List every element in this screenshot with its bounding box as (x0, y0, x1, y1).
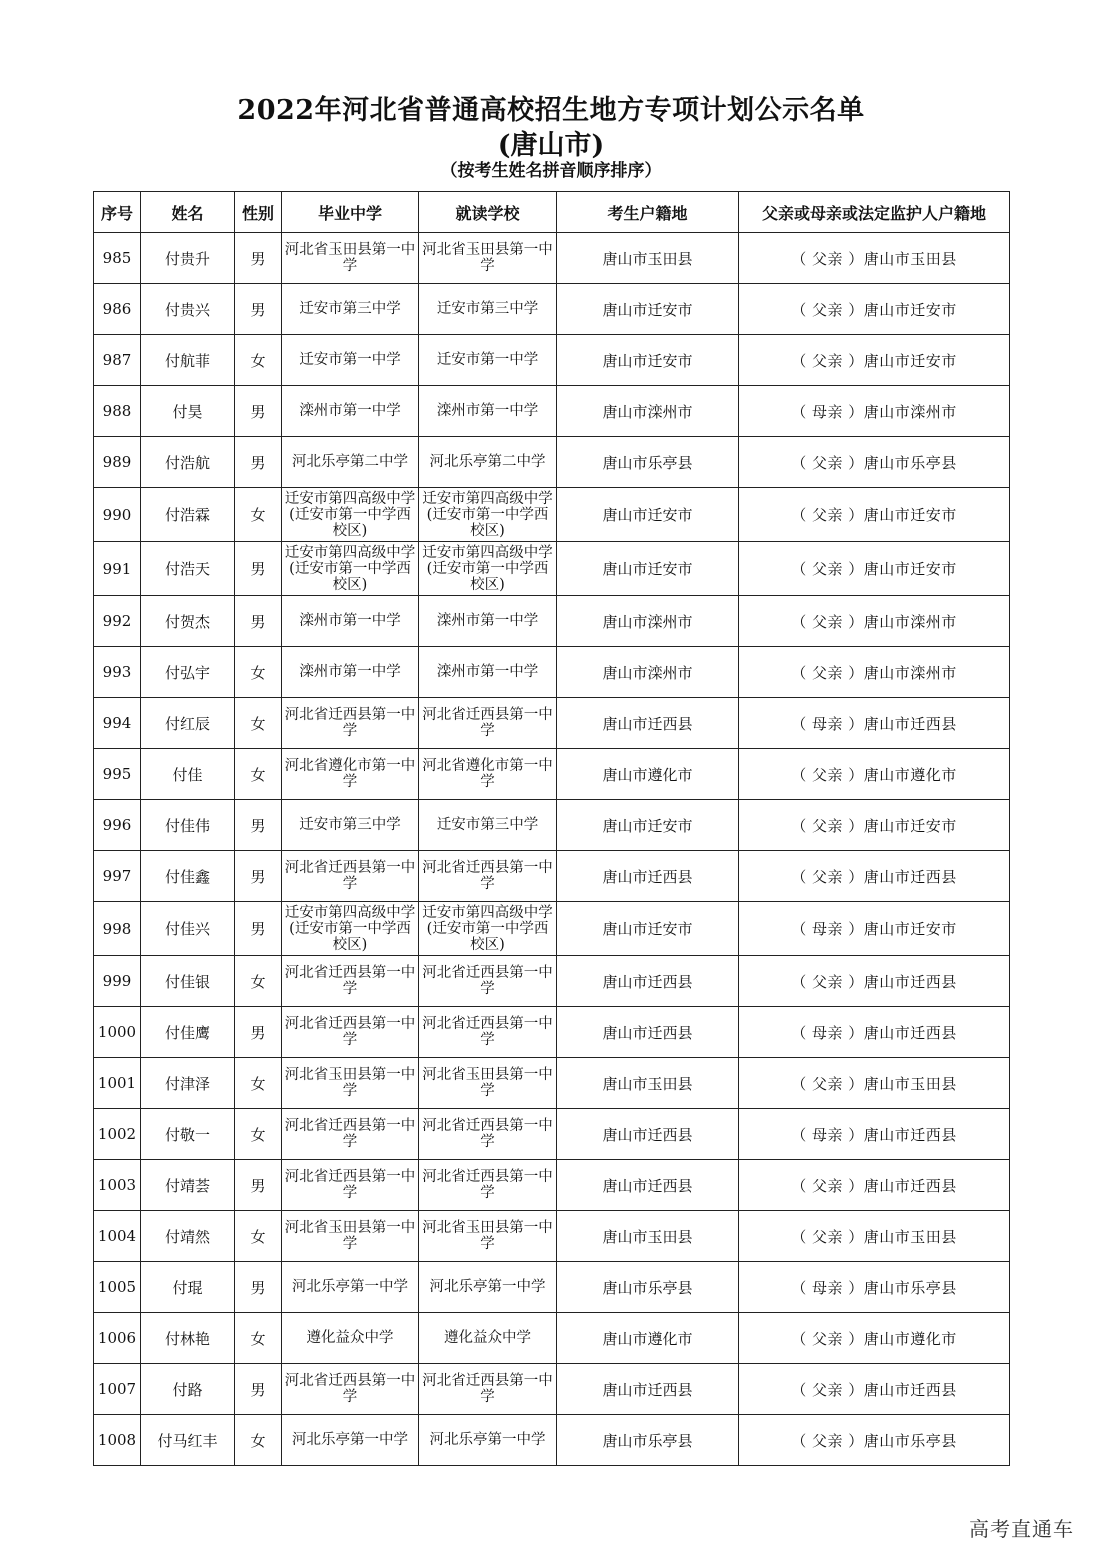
cell-no: 1003 (94, 1160, 141, 1211)
admission-list-table (93, 191, 1010, 1466)
cell-no: 996 (94, 800, 141, 851)
cell-study-school: 河北省迁西县第一中学 (419, 1160, 557, 1211)
header-residence: 考生户籍地 (557, 192, 739, 233)
table-row (94, 233, 1010, 284)
document-subtitle: (唐山市) (497, 130, 605, 161)
cell-grad-school: 迁安市第三中学 (282, 284, 419, 335)
cell-no: 989 (94, 437, 141, 488)
cell-name: 付弘宇 (141, 647, 235, 698)
cell-name: 付马红丰 (141, 1415, 235, 1466)
cell-residence: 唐山市迁西县 (557, 1007, 739, 1058)
header-gender: 性别 (235, 192, 282, 233)
table-row (94, 335, 1010, 386)
table-row (94, 851, 1010, 902)
cell-no: 998 (94, 902, 141, 956)
table-row (94, 902, 1010, 956)
cell-grad-school: 滦州市第一中学 (282, 386, 419, 437)
table-row (94, 1058, 1010, 1109)
table-row (94, 698, 1010, 749)
cell-grad-school: 迁安市第四高级中学(迁安市第一中学西校区) (282, 488, 419, 542)
cell-gender: 男 (235, 800, 282, 851)
header-no: 序号 (94, 192, 141, 233)
cell-residence: 唐山市迁安市 (557, 284, 739, 335)
cell-study-school: 迁安市第四高级中学(迁安市第一中学西校区) (419, 542, 557, 596)
cell-gender: 男 (235, 542, 282, 596)
cell-study-school: 迁安市第四高级中学(迁安市第一中学西校区) (419, 488, 557, 542)
cell-study-school: 遵化益众中学 (419, 1313, 557, 1364)
cell-no: 1002 (94, 1109, 141, 1160)
cell-parent-residence: （ 父亲 ）唐山市迁西县 (739, 1364, 1010, 1415)
cell-study-school: 迁安市第四高级中学(迁安市第一中学西校区) (419, 902, 557, 956)
cell-study-school: 河北省玉田县第一中学 (419, 233, 557, 284)
table-row (94, 437, 1010, 488)
cell-parent-residence: （ 父亲 ）唐山市滦州市 (739, 647, 1010, 698)
cell-study-school: 河北省迁西县第一中学 (419, 1109, 557, 1160)
cell-name: 付琨 (141, 1262, 235, 1313)
cell-parent-residence: （ 父亲 ）唐山市迁安市 (739, 335, 1010, 386)
cell-residence: 唐山市玉田县 (557, 1058, 739, 1109)
cell-parent-residence: （ 父亲 ）唐山市迁西县 (739, 956, 1010, 1007)
cell-study-school: 河北乐亭第一中学 (419, 1262, 557, 1313)
cell-name: 付贵升 (141, 233, 235, 284)
cell-residence: 唐山市乐亭县 (557, 1262, 739, 1313)
cell-grad-school: 迁安市第四高级中学(迁安市第一中学西校区) (282, 902, 419, 956)
cell-parent-residence: （ 父亲 ）唐山市滦州市 (739, 596, 1010, 647)
cell-grad-school: 滦州市第一中学 (282, 596, 419, 647)
cell-study-school: 迁安市第三中学 (419, 284, 557, 335)
table-row (94, 386, 1010, 437)
cell-grad-school: 迁安市第三中学 (282, 800, 419, 851)
cell-name: 付佳银 (141, 956, 235, 1007)
cell-grad-school: 河北省迁西县第一中学 (282, 1160, 419, 1211)
table-row (94, 1313, 1010, 1364)
cell-residence: 唐山市乐亭县 (557, 1415, 739, 1466)
cell-residence: 唐山市迁安市 (557, 542, 739, 596)
cell-no: 1007 (94, 1364, 141, 1415)
cell-grad-school: 迁安市第四高级中学(迁安市第一中学西校区) (282, 542, 419, 596)
table-row (94, 488, 1010, 542)
cell-name: 付佳鹰 (141, 1007, 235, 1058)
cell-gender: 男 (235, 1364, 282, 1415)
cell-gender: 女 (235, 488, 282, 542)
cell-residence: 唐山市玉田县 (557, 233, 739, 284)
cell-gender: 男 (235, 902, 282, 956)
cell-no: 1000 (94, 1007, 141, 1058)
cell-name: 付路 (141, 1364, 235, 1415)
table-row (94, 596, 1010, 647)
cell-study-school: 河北省迁西县第一中学 (419, 956, 557, 1007)
cell-gender: 女 (235, 1211, 282, 1262)
cell-no: 994 (94, 698, 141, 749)
cell-residence: 唐山市迁西县 (557, 956, 739, 1007)
cell-residence: 唐山市迁西县 (557, 1109, 739, 1160)
cell-no: 1005 (94, 1262, 141, 1313)
cell-grad-school: 河北省玉田县第一中学 (282, 1058, 419, 1109)
cell-parent-residence: （ 父亲 ）唐山市乐亭县 (739, 437, 1010, 488)
cell-name: 付航菲 (141, 335, 235, 386)
cell-gender: 男 (235, 386, 282, 437)
cell-no: 1004 (94, 1211, 141, 1262)
cell-name: 付昊 (141, 386, 235, 437)
cell-no: 997 (94, 851, 141, 902)
cell-no: 1001 (94, 1058, 141, 1109)
table-row (94, 1364, 1010, 1415)
cell-gender: 女 (235, 698, 282, 749)
cell-parent-residence: （ 母亲 ）唐山市滦州市 (739, 386, 1010, 437)
cell-grad-school: 河北省玉田县第一中学 (282, 1211, 419, 1262)
cell-name: 付津泽 (141, 1058, 235, 1109)
table-row (94, 956, 1010, 1007)
cell-grad-school: 河北省迁西县第一中学 (282, 698, 419, 749)
cell-no: 990 (94, 488, 141, 542)
cell-gender: 女 (235, 1313, 282, 1364)
cell-residence: 唐山市迁安市 (557, 902, 739, 956)
cell-grad-school: 河北省迁西县第一中学 (282, 956, 419, 1007)
cell-gender: 女 (235, 749, 282, 800)
cell-grad-school: 河北乐亭第一中学 (282, 1262, 419, 1313)
cell-residence: 唐山市滦州市 (557, 596, 739, 647)
cell-parent-residence: （ 父亲 ）唐山市遵化市 (739, 749, 1010, 800)
cell-study-school: 河北省迁西县第一中学 (419, 1007, 557, 1058)
cell-residence: 唐山市遵化市 (557, 749, 739, 800)
table-header-row (94, 192, 1010, 233)
cell-study-school: 河北省玉田县第一中学 (419, 1211, 557, 1262)
cell-study-school: 迁安市第三中学 (419, 800, 557, 851)
header-study-school: 就读学校 (419, 192, 557, 233)
table-row (94, 542, 1010, 596)
table-row (94, 284, 1010, 335)
cell-no: 986 (94, 284, 141, 335)
table-row (94, 800, 1010, 851)
cell-no: 1008 (94, 1415, 141, 1466)
cell-study-school: 河北乐亭第一中学 (419, 1415, 557, 1466)
header-parent-residence: 父亲或母亲或法定监护人户籍地 (739, 192, 1010, 233)
cell-parent-residence: （ 父亲 ）唐山市迁西县 (739, 1160, 1010, 1211)
cell-parent-residence: （ 父亲 ）唐山市迁安市 (739, 542, 1010, 596)
cell-parent-residence: （ 父亲 ）唐山市迁安市 (739, 488, 1010, 542)
cell-grad-school: 河北乐亭第一中学 (282, 1415, 419, 1466)
cell-name: 付佳 (141, 749, 235, 800)
cell-study-school: 河北省迁西县第一中学 (419, 1364, 557, 1415)
cell-parent-residence: （ 父亲 ）唐山市玉田县 (739, 1211, 1010, 1262)
table-row (94, 1262, 1010, 1313)
cell-residence: 唐山市滦州市 (557, 386, 739, 437)
cell-residence: 唐山市迁西县 (557, 1364, 739, 1415)
document-title: 2022年河北省普通高校招生地方专项计划公示名单 (237, 95, 865, 126)
cell-parent-residence: （ 父亲 ）唐山市迁西县 (739, 851, 1010, 902)
table-row (94, 1007, 1010, 1058)
cell-gender: 男 (235, 284, 282, 335)
cell-name: 付浩霖 (141, 488, 235, 542)
cell-name: 付靖然 (141, 1211, 235, 1262)
cell-name: 付靖荟 (141, 1160, 235, 1211)
cell-study-school: 滦州市第一中学 (419, 386, 557, 437)
cell-gender: 男 (235, 1262, 282, 1313)
cell-gender: 女 (235, 647, 282, 698)
cell-gender: 女 (235, 1415, 282, 1466)
cell-study-school: 河北省迁西县第一中学 (419, 851, 557, 902)
cell-gender: 男 (235, 1160, 282, 1211)
cell-no: 999 (94, 956, 141, 1007)
cell-no: 995 (94, 749, 141, 800)
watermark: 高考直通车 (969, 1517, 1074, 1541)
table-row (94, 1109, 1010, 1160)
cell-name: 付浩航 (141, 437, 235, 488)
cell-parent-residence: （ 父亲 ）唐山市玉田县 (739, 1058, 1010, 1109)
header-grad-school: 毕业中学 (282, 192, 419, 233)
cell-no: 1006 (94, 1313, 141, 1364)
cell-gender: 女 (235, 956, 282, 1007)
cell-study-school: 河北省遵化市第一中学 (419, 749, 557, 800)
cell-grad-school: 滦州市第一中学 (282, 647, 419, 698)
cell-grad-school: 河北乐亭第二中学 (282, 437, 419, 488)
cell-name: 付贵兴 (141, 284, 235, 335)
cell-parent-residence: （ 母亲 ）唐山市迁西县 (739, 698, 1010, 749)
table-row (94, 647, 1010, 698)
cell-gender: 男 (235, 1007, 282, 1058)
cell-gender: 女 (235, 1058, 282, 1109)
cell-residence: 唐山市迁西县 (557, 851, 739, 902)
cell-residence: 唐山市迁西县 (557, 1160, 739, 1211)
cell-residence: 唐山市迁西县 (557, 698, 739, 749)
cell-parent-residence: （ 母亲 ）唐山市乐亭县 (739, 1262, 1010, 1313)
cell-name: 付佳兴 (141, 902, 235, 956)
cell-parent-residence: （ 父亲 ）唐山市遵化市 (739, 1313, 1010, 1364)
table-row (94, 1415, 1010, 1466)
cell-parent-residence: （ 父亲 ）唐山市玉田县 (739, 233, 1010, 284)
cell-gender: 男 (235, 851, 282, 902)
cell-residence: 唐山市迁安市 (557, 800, 739, 851)
cell-gender: 男 (235, 596, 282, 647)
cell-name: 付浩天 (141, 542, 235, 596)
cell-study-school: 滦州市第一中学 (419, 647, 557, 698)
cell-no: 992 (94, 596, 141, 647)
cell-no: 985 (94, 233, 141, 284)
cell-name: 付贺杰 (141, 596, 235, 647)
cell-study-school: 河北省玉田县第一中学 (419, 1058, 557, 1109)
header-name: 姓名 (141, 192, 235, 233)
cell-no: 993 (94, 647, 141, 698)
cell-parent-residence: （ 父亲 ）唐山市乐亭县 (739, 1415, 1010, 1466)
table-row (94, 1211, 1010, 1262)
cell-name: 付佳伟 (141, 800, 235, 851)
table-row (94, 749, 1010, 800)
cell-grad-school: 遵化益众中学 (282, 1313, 419, 1364)
table-row (94, 1160, 1010, 1211)
cell-residence: 唐山市迁安市 (557, 488, 739, 542)
table-body (94, 233, 1010, 1466)
cell-study-school: 滦州市第一中学 (419, 596, 557, 647)
cell-residence: 唐山市滦州市 (557, 647, 739, 698)
cell-no: 988 (94, 386, 141, 437)
cell-name: 付佳鑫 (141, 851, 235, 902)
cell-grad-school: 河北省玉田县第一中学 (282, 233, 419, 284)
cell-no: 991 (94, 542, 141, 596)
cell-parent-residence: （ 母亲 ）唐山市迁西县 (739, 1007, 1010, 1058)
cell-parent-residence: （ 父亲 ）唐山市迁安市 (739, 284, 1010, 335)
cell-gender: 女 (235, 1109, 282, 1160)
cell-parent-residence: （ 父亲 ）唐山市迁安市 (739, 800, 1010, 851)
cell-study-school: 迁安市第一中学 (419, 335, 557, 386)
cell-residence: 唐山市迁安市 (557, 335, 739, 386)
cell-gender: 男 (235, 437, 282, 488)
cell-grad-school: 河北省迁西县第一中学 (282, 1364, 419, 1415)
cell-gender: 男 (235, 233, 282, 284)
cell-grad-school: 迁安市第一中学 (282, 335, 419, 386)
sort-note: （按考生姓名拼音顺序排序） (440, 161, 662, 181)
cell-no: 987 (94, 335, 141, 386)
cell-name: 付红辰 (141, 698, 235, 749)
cell-residence: 唐山市乐亭县 (557, 437, 739, 488)
cell-parent-residence: （ 母亲 ）唐山市迁西县 (739, 1109, 1010, 1160)
cell-name: 付敬一 (141, 1109, 235, 1160)
cell-residence: 唐山市遵化市 (557, 1313, 739, 1364)
cell-study-school: 河北省迁西县第一中学 (419, 698, 557, 749)
cell-study-school: 河北乐亭第二中学 (419, 437, 557, 488)
cell-parent-residence: （ 母亲 ）唐山市迁安市 (739, 902, 1010, 956)
cell-grad-school: 河北省遵化市第一中学 (282, 749, 419, 800)
cell-grad-school: 河北省迁西县第一中学 (282, 851, 419, 902)
cell-residence: 唐山市玉田县 (557, 1211, 739, 1262)
cell-gender: 女 (235, 335, 282, 386)
cell-name: 付林艳 (141, 1313, 235, 1364)
cell-grad-school: 河北省迁西县第一中学 (282, 1109, 419, 1160)
cell-grad-school: 河北省迁西县第一中学 (282, 1007, 419, 1058)
